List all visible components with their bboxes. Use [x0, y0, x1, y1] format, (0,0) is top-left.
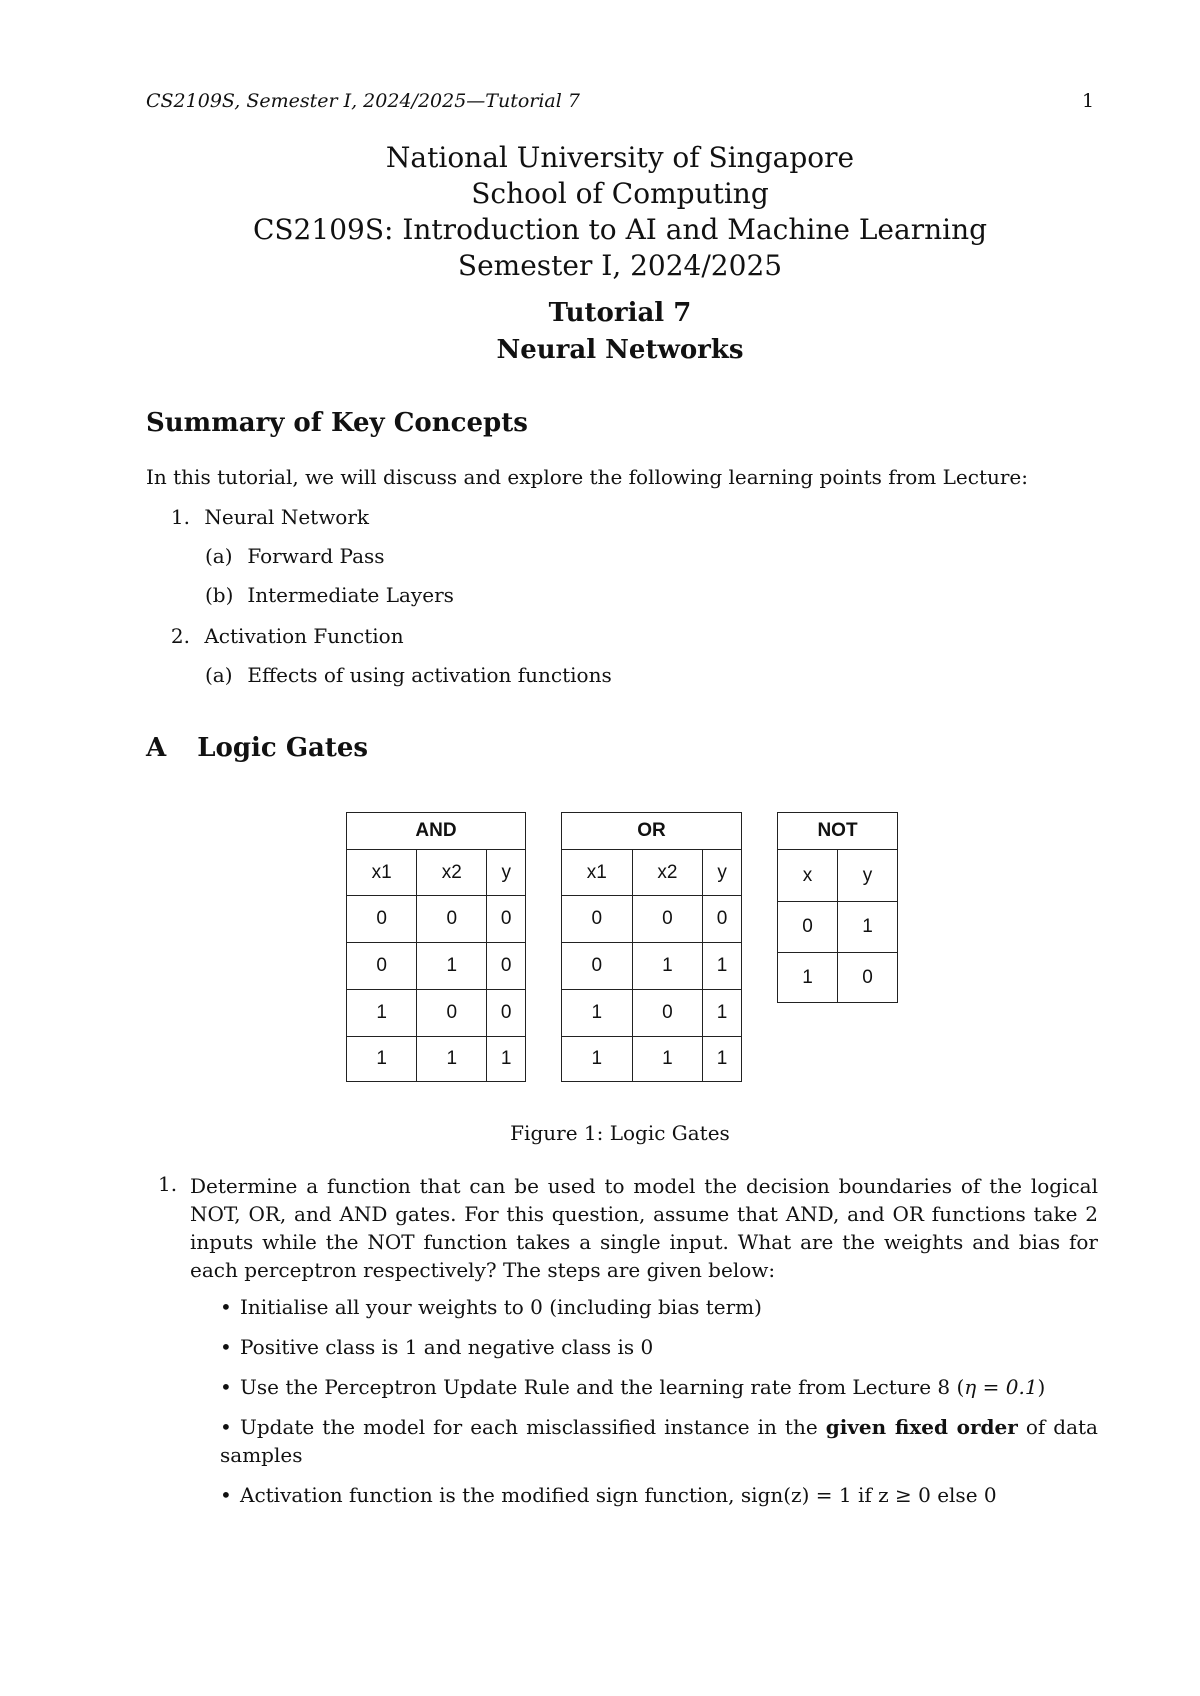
table-row	[347, 943, 526, 990]
summary-item-num: 2.	[170, 624, 190, 648]
section-title: Logic Gates	[197, 733, 369, 763]
summary-subitem-label: Intermediate Layers	[247, 583, 454, 607]
table-row	[562, 1037, 742, 1082]
table-cell: 1	[837, 902, 897, 953]
table-header-cell: x	[778, 850, 838, 902]
summary-heading: Summary of Key Concepts	[146, 408, 528, 438]
table-cell: 1	[417, 1037, 487, 1082]
bullet-dot: •	[220, 1295, 232, 1319]
sign-function-math: sign(z) = 1 if z ≥ 0 else 0	[740, 1483, 997, 1507]
summary-item-num: 1.	[170, 505, 190, 529]
summary-subitem	[205, 663, 612, 687]
page-number: 1	[1082, 90, 1095, 112]
bullet-item	[220, 1413, 1098, 1469]
table-header-cell: x1	[562, 850, 633, 896]
table-cell: 0	[837, 953, 897, 1003]
bullet-dot: •	[220, 1375, 232, 1399]
table-row	[562, 943, 742, 990]
table-cell: 1	[632, 1037, 703, 1082]
table-cell: 1	[347, 990, 417, 1037]
bullet-text: Initialise all your weights to 0 (including bias term)	[240, 1295, 762, 1319]
bullet-text: Use the Perceptron Update Rule and the learning rate from Lecture 8 (	[240, 1375, 965, 1399]
or-table-title: OR	[562, 813, 742, 850]
bullet-dot: •	[220, 1483, 232, 1507]
table-cell: 1	[347, 1037, 417, 1082]
summary-item-label: Neural Network	[204, 505, 370, 529]
summary-subitem	[205, 544, 385, 568]
table-cell: 1	[487, 1037, 526, 1082]
question-number: 1.	[158, 1172, 178, 1196]
table-cell: 0	[562, 943, 633, 990]
table-header-cell: x1	[347, 850, 417, 896]
or-truth-table	[561, 812, 742, 1082]
table-cell: 0	[703, 896, 742, 943]
bullet-text: Update the model for each misclassified instance in the	[240, 1415, 826, 1439]
title-semester: Semester I, 2024/2025	[457, 249, 783, 282]
summary-subitem	[205, 583, 454, 607]
title-school: School of Computing	[471, 177, 769, 210]
table-header-cell: y	[703, 850, 742, 896]
summary-item-label: Activation Function	[204, 624, 404, 648]
running-header: CS2109S, Semester I, 2024/2025—Tutorial 7	[146, 90, 580, 112]
bullet-item	[220, 1373, 1045, 1401]
table-cell: 0	[632, 990, 703, 1037]
tutorial-topic: Neural Networks	[496, 335, 744, 365]
tutorial-number: Tutorial 7	[548, 298, 692, 328]
bullet-text: of data samples	[220, 1415, 1098, 1467]
table-header-cell: x2	[417, 850, 487, 896]
summary-intro: In this tutorial, we will discuss and explore the following learning points from Lecture:	[146, 465, 1029, 489]
summary-item	[160, 505, 369, 529]
figure-caption: Figure 1: Logic Gates	[510, 1121, 730, 1145]
table-cell: 1	[703, 943, 742, 990]
table-cell: 1	[778, 953, 838, 1003]
summary-subitem-label: Effects of using activation functions	[247, 663, 612, 687]
table-cell: 0	[778, 902, 838, 953]
bullet-item	[220, 1481, 997, 1509]
table-cell: 1	[562, 1037, 633, 1082]
table-cell: 0	[487, 990, 526, 1037]
question-text: Determine a function that can be used to model the decision boundaries of the logical NOT, OR, and AND gates. For this question, assume that AND, and OR functions take 2 inputs while the NOT function takes a single input. What are the weights and bias for each perceptron respectively? The steps are given below:	[190, 1174, 1098, 1282]
table-cell: 0	[347, 943, 417, 990]
bullet-dot: •	[220, 1415, 232, 1439]
summary-subitem-num: (b)	[205, 583, 234, 607]
table-cell: 0	[347, 896, 417, 943]
table-cell: 1	[703, 990, 742, 1037]
summary-subitem-label: Forward Pass	[247, 544, 385, 568]
table-header-cell: y	[487, 850, 526, 896]
table-cell: 1	[703, 1037, 742, 1082]
table-row	[562, 990, 742, 1037]
table-row	[347, 1037, 526, 1082]
not-truth-table	[777, 812, 898, 1003]
table-row	[347, 990, 526, 1037]
bullet-text: Positive class is 1 and negative class is 0	[240, 1335, 654, 1359]
title-university: National University of Singapore	[385, 141, 855, 174]
not-table-title: NOT	[778, 813, 898, 850]
table-cell: 0	[562, 896, 633, 943]
bullet-item	[220, 1293, 762, 1321]
bullet-text: )	[1037, 1375, 1046, 1399]
section-letter: A	[146, 733, 167, 763]
table-row	[778, 953, 898, 1003]
bullet-dot: •	[220, 1335, 232, 1359]
table-cell: 0	[417, 896, 487, 943]
table-cell: 1	[632, 943, 703, 990]
learning-rate-math: η = 0.1	[964, 1375, 1038, 1399]
table-cell: 0	[632, 896, 703, 943]
summary-subitem-num: (a)	[205, 544, 233, 568]
table-cell: 0	[487, 896, 526, 943]
table-row	[562, 896, 742, 943]
bullet-text: Activation function is the modified sign function,	[240, 1483, 741, 1507]
table-cell: 0	[487, 943, 526, 990]
bullet-item	[220, 1333, 653, 1361]
bullet-bold-text: given fixed order	[825, 1415, 1018, 1439]
and-truth-table	[346, 812, 526, 1082]
table-row	[778, 902, 898, 953]
table-row	[347, 896, 526, 943]
and-table-title: AND	[347, 813, 526, 850]
table-cell: 1	[562, 990, 633, 1037]
table-cell: 1	[417, 943, 487, 990]
title-course: CS2109S: Introduction to AI and Machine Learning	[252, 213, 988, 246]
section-a-heading	[146, 733, 368, 763]
table-header-cell: y	[837, 850, 897, 902]
summary-subitem-num: (a)	[205, 663, 233, 687]
table-header-cell: x2	[632, 850, 703, 896]
table-cell: 0	[417, 990, 487, 1037]
summary-item	[160, 624, 404, 648]
